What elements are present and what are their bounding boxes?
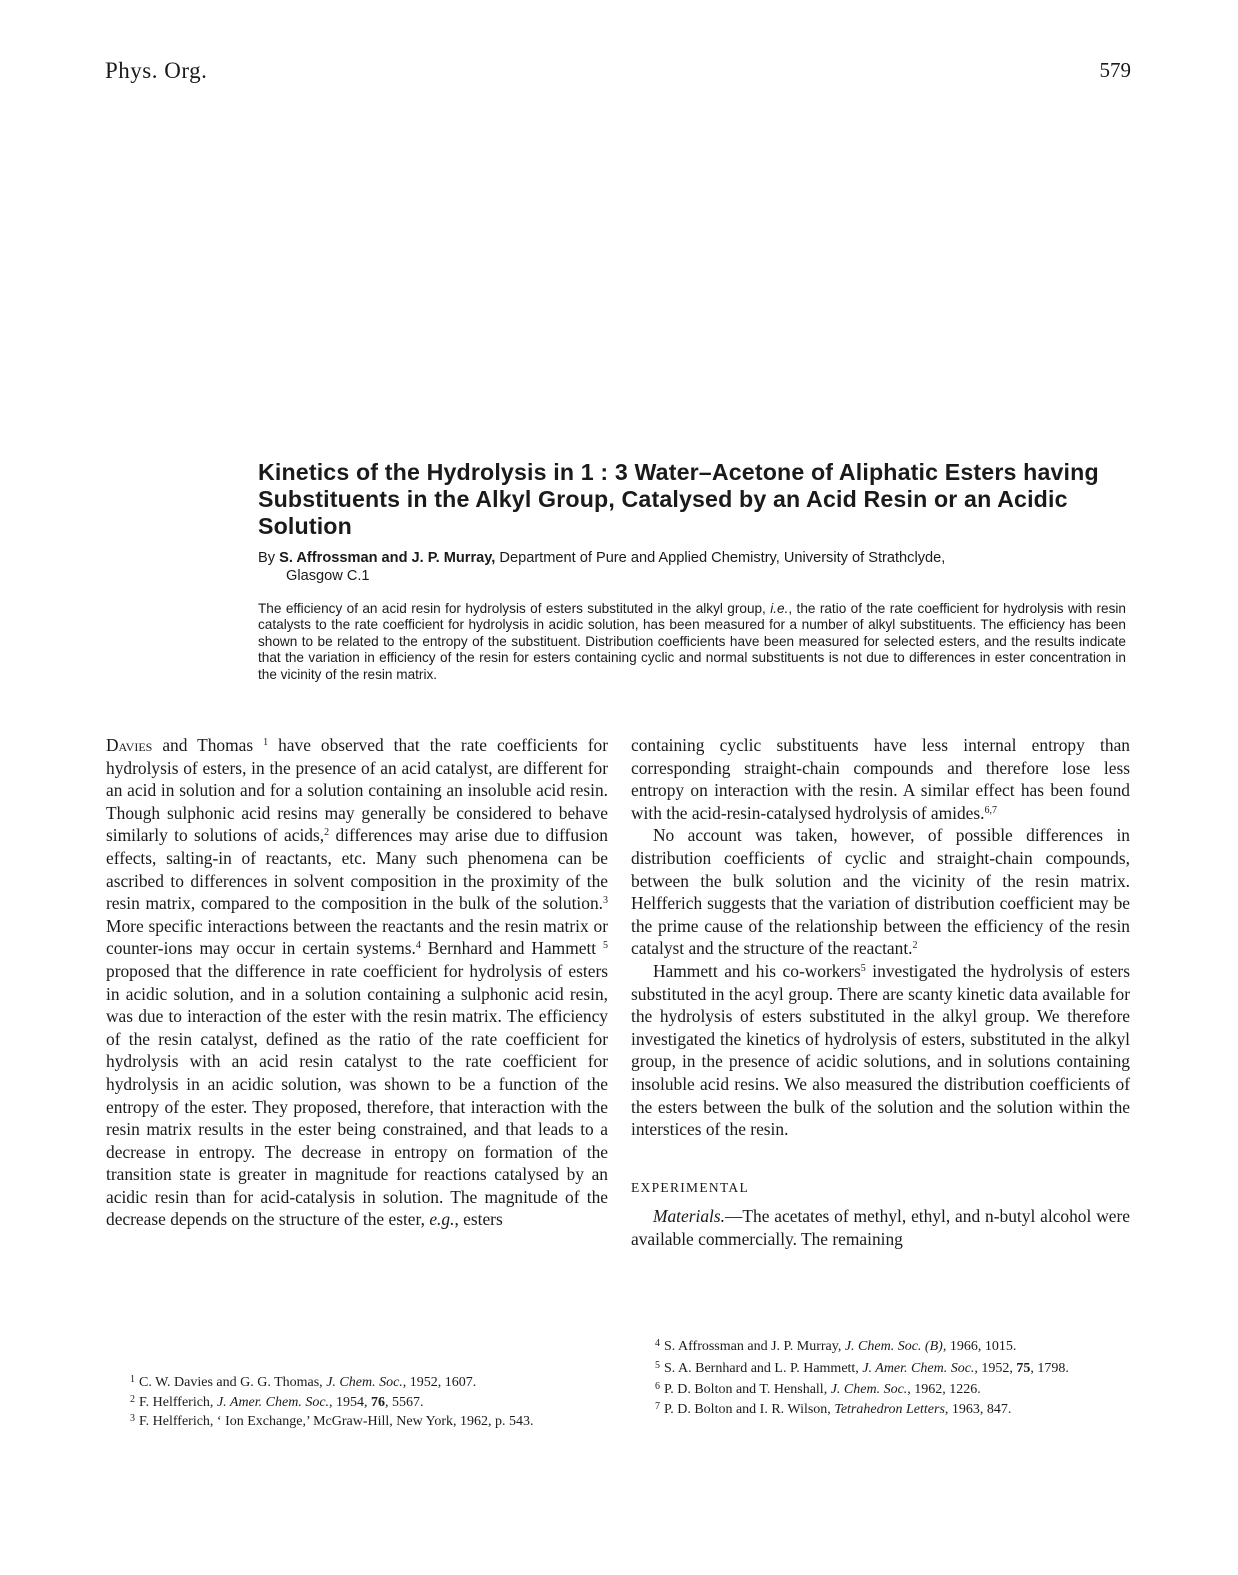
footnote-number: 2 xyxy=(130,1393,135,1405)
body-text: Bernhard and Hammett xyxy=(420,938,604,959)
body-text: No account was taken, however, of possible differences in distribution coefficients of cyclic and straight-chain compounds, between the bulk solution and the vicinity of the resin matrix. Helfferich suggests that the variation of distribution coefficient may be the prime cause of the relationship between the efficiency of the resin catalyst and the structure of the reactant. xyxy=(631,825,1130,959)
body-paragraph xyxy=(631,734,1130,824)
body-text: have observed that the rate coefficients for hydrolysis of esters, in the presence of an acid catalyst, are different for an acid in solution and for a solution containing an insoluble acid resin. Though sulphonic acid resins may generally be considered to behave similarly to solutions of acids, xyxy=(106,735,608,846)
journal-name: J. Chem. Soc. xyxy=(326,1375,403,1390)
body-text: More specific interactions between the reactants and the resin matrix or counter-ions may occur in certain systems. xyxy=(106,915,608,959)
journal-name: J. Chem. Soc. (B) xyxy=(844,1339,943,1354)
article-title: Kinetics of the Hydrolysis in 1 : 3 Water–Acetone of Aliphatic Esters having Substituents in the Alkyl Group, Catalysed by an Acid Resin or an Acidic Solution xyxy=(258,459,1099,539)
footnote-text: S. Affrossman and J. P. Murray, xyxy=(664,1339,845,1354)
volume: 76 xyxy=(371,1394,386,1410)
reference-marker[interactable]: 6,7 xyxy=(984,804,998,816)
reference-marker[interactable]: 2 xyxy=(324,827,330,839)
body-paragraph xyxy=(631,960,1130,1141)
footnote-number: 5 xyxy=(655,1359,660,1371)
page-number: 579 xyxy=(1099,58,1131,82)
footnote xyxy=(106,1392,608,1412)
footnote-text: C. W. Davies and G. G. Thomas, xyxy=(139,1375,327,1390)
journal-name: J. Chem. Soc. xyxy=(830,1382,908,1397)
affiliation-city: Glasgow C.1 xyxy=(286,568,370,584)
body-paragraph xyxy=(631,824,1130,960)
footnote-text: P. D. Bolton and T. Henshall, xyxy=(664,1382,831,1397)
body-text: and Thomas xyxy=(152,735,264,755)
footnote-text: F. Helfferich, ‘ Ion Exchange,’ McGraw-Hill, New York, 1962, p. 543. xyxy=(139,1414,534,1429)
volume: 75 xyxy=(1016,1360,1031,1376)
lead-word: Davies xyxy=(106,735,153,755)
footnote-number: 3 xyxy=(130,1413,135,1424)
body-paragraph xyxy=(106,734,608,1231)
byline-by: By xyxy=(258,550,280,566)
footnotes-left xyxy=(106,1372,608,1431)
reference-marker[interactable]: 5 xyxy=(860,962,866,974)
body-column-right xyxy=(631,734,1130,1250)
body-text: containing cyclic substituents have less internal entropy than corresponding straight-chain compounds and therefore lose less entropy on interaction with the resin. A similar effect has been found with the acid-resin-catalysed hydrolysis of amides. xyxy=(631,735,1130,823)
authors: S. Affrossman and J. P. Murray, xyxy=(279,550,496,566)
footnote-text: , 5567. xyxy=(385,1394,424,1410)
journal-name: J. Amer. Chem. Soc. xyxy=(862,1360,975,1376)
body-text: , esters xyxy=(454,1209,503,1230)
body-text: —The acetates of methyl, ethyl, and n-butyl alcohol were available commercially. The remaining xyxy=(631,1206,1130,1249)
body-text: investigated the hydrolysis of esters substituted in the acyl group. There are scanty kinetic data available for the hydrolysis of esters substituted in the alkyl group. We therefore investigated the kinetics of hydrolysis of esters, substituted in the alkyl group, in the presence of acidic solutions, and in solutions containing insoluble acid resins. We also measured the distribution coefficients of the esters between the bulk of the solution and the solution within the interstices of the resin. xyxy=(631,960,1130,1140)
subsection-lead: Materials. xyxy=(653,1206,725,1227)
body-text: proposed that the difference in rate coefficient for hydrolysis of esters in acidic solution, and in a solution containing a sulphonic acid resin, was due to interaction of the ester with the resin matrix. The efficiency of the resin catalyst, defined as the ratio of the rate coefficient for hydrolysis with an acid resin catalyst to the rate coefficient for hydrolysis in an acidic solution, was shown to be a function of the entropy of the ester. They proposed, therefore, that interaction with the resin matrix results in the ester being constrained, and that leads to a decrease in entropy. The decrease in entropy on formation of the transition state is greater in magnitude for reactions catalysed by an acidic resin than for acid-catalysis in solution. The magnitude of the decrease depends on the structure of the ester, xyxy=(106,960,608,1230)
affiliation: Department of Pure and Applied Chemistry, University of Strathclyde, xyxy=(495,550,946,566)
footnote-number: 7 xyxy=(655,1400,660,1412)
body-eg: e.g. xyxy=(429,1209,455,1230)
abstract-text: , the ratio of the rate coefficient for hydrolysis with resin catalysts to the rate coefficient for hydrolysis in acidic solution, has been measured for a number of alkyl substituents. The efficiency has been shown to be related to the entropy of the substituent. Distribution coefficients have been measured for selected esters, and the results indicate that the variation in efficiency of the resin for esters containing cyclic and normal substituents is not due to differences in ester concentration in the vicinity of the resin matrix. xyxy=(258,601,1126,682)
section-heading-experimental: EXPERIMENTAL xyxy=(631,1179,750,1195)
footnote-number: 1 xyxy=(130,1374,135,1385)
body-column-left xyxy=(106,734,608,1231)
reference-marker[interactable]: 1 xyxy=(263,737,269,748)
footnote xyxy=(631,1336,1130,1356)
footnote-text: , 1963, 847. xyxy=(944,1401,1012,1417)
abstract-ie: i.e. xyxy=(770,601,789,616)
reference-marker[interactable]: 2 xyxy=(912,940,918,952)
footnote xyxy=(631,1379,1130,1399)
reference-marker[interactable]: 5 xyxy=(603,940,609,952)
footnote-number: 4 xyxy=(655,1338,660,1349)
body-text: differences may arise due to diffusion effects, salting-in of reactants, etc. Many such phenomena can be ascribed to differences in solvent composition in the proximity of the resin matrix, compared to the composition in the bulk of the solution. xyxy=(106,825,609,914)
footnotes-right xyxy=(631,1336,1130,1418)
footnote-text: , 1952, xyxy=(974,1360,1017,1376)
footnote xyxy=(631,1399,1130,1419)
footnote xyxy=(631,1358,1130,1378)
footnote-text: , 1952, 1607. xyxy=(402,1375,477,1390)
footnote-text: F. Helfferich, xyxy=(139,1394,217,1410)
abstract-text: The efficiency of an acid resin for hydrolysis of esters substituted in the alkyl group, xyxy=(258,601,771,616)
footnote-text: , 1798. xyxy=(1030,1360,1069,1376)
footnote-text: , 1966, 1015. xyxy=(942,1339,1017,1354)
running-head: Phys. Org. xyxy=(105,58,208,83)
footnote xyxy=(106,1411,608,1431)
footnote-text: , 1962, 1226. xyxy=(907,1382,981,1397)
body-text: Hammett and his co-workers xyxy=(653,960,861,981)
footnote-text: P. D. Bolton and I. R. Wilson, xyxy=(664,1401,835,1417)
reference-marker[interactable]: 3 xyxy=(603,895,608,907)
footnote-text: S. A. Bernhard and L. P. Hammett, xyxy=(664,1360,863,1376)
footnote xyxy=(106,1372,608,1392)
abstract xyxy=(258,601,1126,683)
journal-name: Tetrahedron Letters xyxy=(834,1401,945,1417)
footnote-number: 6 xyxy=(655,1381,660,1392)
journal-name: J. Amer. Chem. Soc. xyxy=(216,1394,330,1410)
body-paragraph xyxy=(631,1205,1130,1250)
reference-marker[interactable]: 4 xyxy=(415,940,421,952)
byline xyxy=(258,549,1138,585)
footnote-text: , 1954, xyxy=(329,1394,372,1410)
